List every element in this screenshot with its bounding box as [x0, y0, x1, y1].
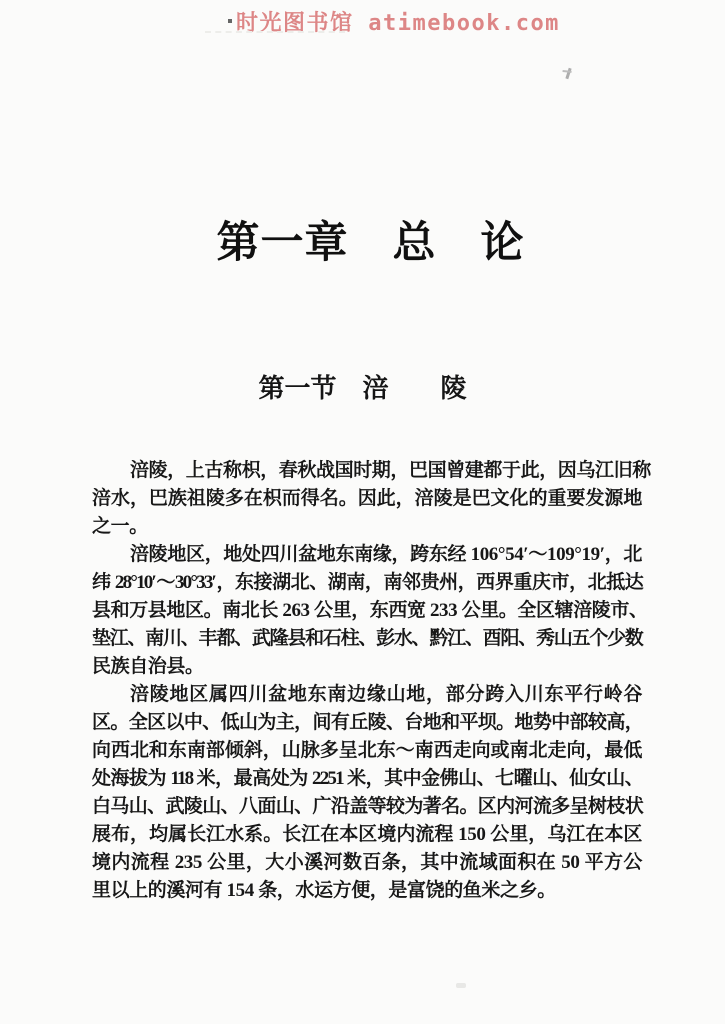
watermark-text: 时光图书馆 atimebook.com — [236, 11, 560, 36]
body-text — [92, 457, 651, 905]
text-line: 向西北和东南部倾斜，山脉多呈北东～南西走向或南北走向，最低 — [92, 740, 642, 761]
text-line: 白马山、武陵山、八面山、广沿盖等较为著名。区内河流多呈树枝状 — [92, 796, 642, 817]
text-line: 县和万县地区。南北长 263 公里，东西宽 233 公里。全区辖涪陵市、 — [92, 600, 648, 621]
text-line: 之一。 — [92, 516, 148, 537]
scan-bleed-mark — [205, 31, 345, 33]
text-line: 涪陵地区，地处四川盆地东南缘，跨东经 106°54′～109°19′，北 — [130, 544, 642, 565]
text-line: 境内流程 235 公里，大小溪河数百条，其中流域面积在 50 平方公 — [92, 852, 642, 873]
chapter-title: 第一章 总 论 — [216, 220, 525, 267]
text-line: 展布，均属长江水系。长江在本区境内流程 150 公里，乌江在本区 — [92, 824, 642, 845]
text-line: 民族自治县。 — [92, 656, 204, 677]
text-line: 涪水，巴族祖陵多在枳而得名。因此，涪陵是巴文化的重要发源地 — [92, 488, 642, 509]
text-line: 里以上的溪河有 154 条，水运方便，是富饶的鱼米之乡。 — [92, 880, 556, 901]
text-line: 纬 28°10′～30°33′，东接湖北、湖南，南邻贵州，西界重庆市，北抵达 — [92, 572, 642, 593]
ink-speck-dot — [228, 19, 232, 23]
text-line: 涪陵，上古称枳，春秋战国时期，巴国曾建都于此，因乌江旧称 — [130, 460, 651, 481]
section-title: 第一节 涪 陵 — [258, 374, 467, 403]
text-line: 区。全区以中、低山为主，间有丘陵、台地和平坝。地势中部较高， — [92, 712, 642, 733]
scan-speck-top-right — [565, 68, 571, 79]
scan-speck-bottom — [456, 983, 466, 988]
text-line: 垫江、南川、丰都、武隆县和石柱、彭水、黔江、酉阳、秀山五个少数 — [92, 628, 642, 649]
text-line: 处海拔为 118 米，最高处为 2251 米，其中金佛山、七曜山、仙女山、 — [92, 768, 642, 789]
text-line: 涪陵地区属四川盆地东南边缘山地，部分跨入川东平行岭谷 — [130, 684, 642, 705]
